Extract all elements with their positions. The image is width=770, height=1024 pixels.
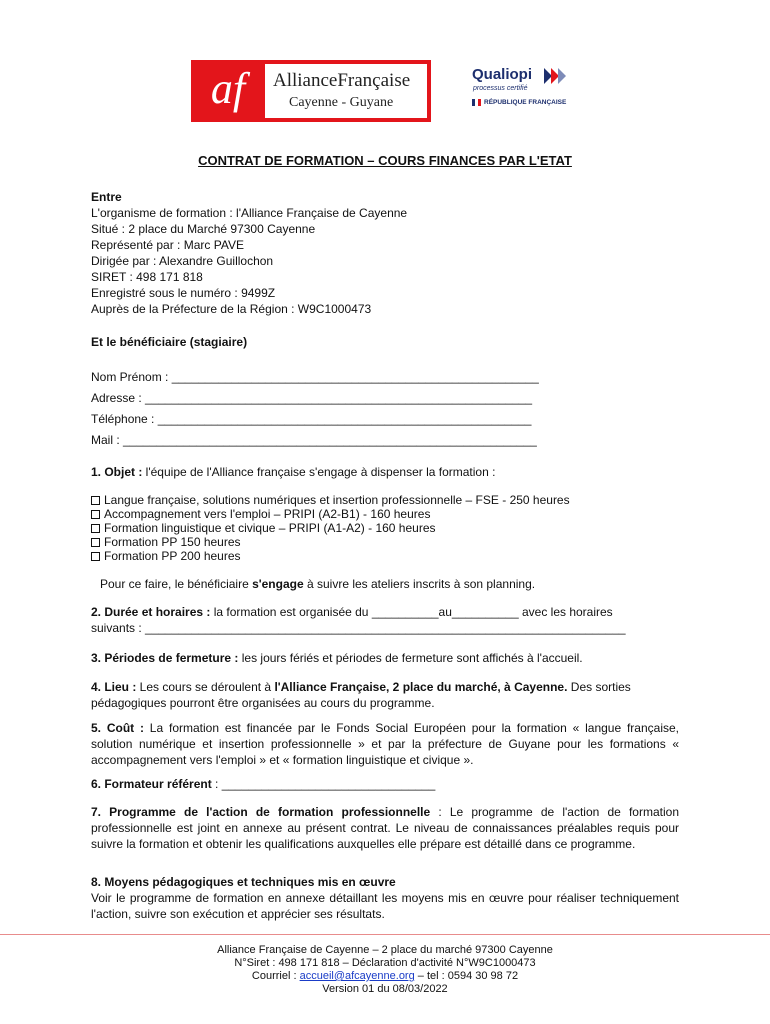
checkbox[interactable] [91,524,100,533]
objet-text: l'équipe de l'Alliance française s'engage à dispenser la formation : [142,465,496,479]
section-lieu [91,679,679,711]
courriel-label: Courriel : [251,970,300,982]
fermeture-text: les jours fériés et périodes de fermeture sont affichés à l'accueil. [238,651,583,665]
moyens-label: 8. Moyens pédagogiques et techniques mis en œuvre [91,875,396,889]
beneficiaire-heading-block [91,334,679,350]
mail-field[interactable]: Mail : ______________________________________________________________ [91,433,537,447]
formation-option [91,521,679,535]
telephone-field[interactable]: Téléphone : ________________________________________________________ [91,412,532,426]
alliance-francaise-logo [191,60,431,122]
entre-heading: Entre [91,190,122,204]
adresse-field[interactable]: Adresse : __________________________________________________________ [91,391,533,405]
qualiopi-logo [472,66,582,112]
french-flag-icon [472,99,481,106]
lieu-text: Les cours se déroulent à [136,680,275,694]
formateur-label: 6. Formateur référent [91,777,212,791]
organisme-line: SIRET : 498 171 818 [91,270,203,284]
af-brand-name: AllianceFrançaise [273,70,411,91]
option-label: Formation PP 200 heures [104,549,241,563]
section-objet [91,464,679,480]
parties-organisme [91,189,679,317]
cout-text: La formation est financée par le Fonds Social Européen pour la formation « langue française, solution numérique et insertion professionnelle » et par la préfecture de Guyane pour les formations « accompagnement vers l'emploi » et « formation linguistique et civique ». [91,721,679,767]
option-label: Formation linguistique et civique – PRIPI (A1-A2) - 160 heures [104,521,436,535]
nom-prenom-field[interactable]: Nom Prénom : _______________________________________________________ [91,370,539,384]
footer-siret: N°Siret : 498 171 818 – Déclaration d'activité N°W9C1000473 [234,957,536,969]
option-label: Langue française, solutions numériques et insertion professionnelle – FSE - 250 heures [104,493,570,507]
footer-address: Alliance Française de Cayenne – 2 place du marché 97300 Cayenne [217,944,553,956]
section-duree [91,604,679,636]
af-logo-panel [265,64,427,118]
republique-francaise-label: RÉPUBLIQUE FRANÇAISE [484,99,567,106]
qualiopi-subtitle: processus certifié [473,85,528,92]
organisme-line: Dirigée par : Alexandre Guillochon [91,254,274,268]
objet-label: 1. Objet : [91,465,143,479]
checkbox[interactable] [91,496,100,505]
formation-option [91,507,679,521]
engagement-line [100,576,688,592]
formation-option [91,535,679,549]
organisme-line: L'organisme de formation : l'Alliance Française de Cayenne [91,206,408,220]
af-city-name: Cayenne - Guyane [289,95,394,110]
formation-option [91,493,679,507]
footer-divider [0,934,770,935]
footer-contact [0,970,770,983]
beneficiaire-fields [91,367,679,451]
fermeture-label: 3. Périodes de fermeture : [91,651,239,665]
lieu-label: 4. Lieu : [91,680,137,694]
organisme-line: Situé : 2 place du Marché 97300 Cayenne [91,222,316,236]
section-cout [91,720,679,768]
checkbox[interactable] [91,552,100,561]
engage-bold: s'engage [252,577,304,591]
checkbox[interactable] [91,538,100,547]
footer-tel: – tel : 0594 30 98 72 [414,970,519,982]
qualiopi-arrows-icon [544,68,568,84]
contract-title: CONTRAT DE FORMATION – COURS FINANCES PAR L'ETAT [198,153,572,168]
moyens-text: Voir le programme de formation en annexe détaillant les moyens mis en œuvre pour réaliser techniquement l'action, suivre son exécution et apprécier ses résultats. [91,891,679,921]
lieu-address: l'Alliance Française, 2 place du marché, à Cayenne. [274,680,568,694]
footer-version: Version 01 du 08/03/2022 [322,983,448,995]
duree-text[interactable]: la formation est organisée du __________au__________ avec les horaires [210,605,613,619]
organisme-line: Auprès de la Préfecture de la Région : W9C1000473 [91,302,372,316]
option-label: Accompagnement vers l'emploi – PRIPI (A2-B1) - 160 heures [104,507,431,521]
qualiopi-name: Qualiopi [472,66,532,83]
duree-label: 2. Durée et horaires : [91,605,211,619]
email-link[interactable]: accueil@afcayenne.org [299,970,415,982]
organisme-line: Représenté par : Marc PAVE [91,238,244,252]
engage-text: Pour ce faire, le bénéficiaire [100,577,253,591]
formation-options [91,493,679,563]
option-label: Formation PP 150 heures [104,535,241,549]
section-programme [91,804,679,852]
engage-text-end: à suivre les ateliers inscrits à son planning. [303,577,536,591]
programme-text: : Le programme de l'action de formation professionnelle est joint en annexe au présent contrat. Le niveau de connaissances préalables requis pour suivre la formation et obtenir les qualifications auxquelles elle prépare est détaillé dans ce programme. [91,805,679,851]
programme-label: 7. Programme de l'action de formation professionnelle [91,805,431,819]
footer [0,944,770,996]
checkbox[interactable] [91,510,100,519]
section-moyens [91,874,679,922]
horaires-field[interactable]: suivants : ________________________________________________________________________ [91,621,626,635]
lieu-text-end: Des sorties pédagogiques pourront être organisées au cours du programme. [91,680,631,710]
formation-option [91,549,679,563]
beneficiaire-heading: Et le bénéficiaire (stagiaire) [91,335,248,349]
cout-label: 5. Coût : [91,721,144,735]
af-mark: af [210,64,246,113]
formateur-field[interactable]: : ________________________________ [211,777,436,791]
section-fermeture [91,650,679,666]
organisme-line: Enregistré sous le numéro : 9499Z [91,286,276,300]
section-formateur [91,776,679,792]
